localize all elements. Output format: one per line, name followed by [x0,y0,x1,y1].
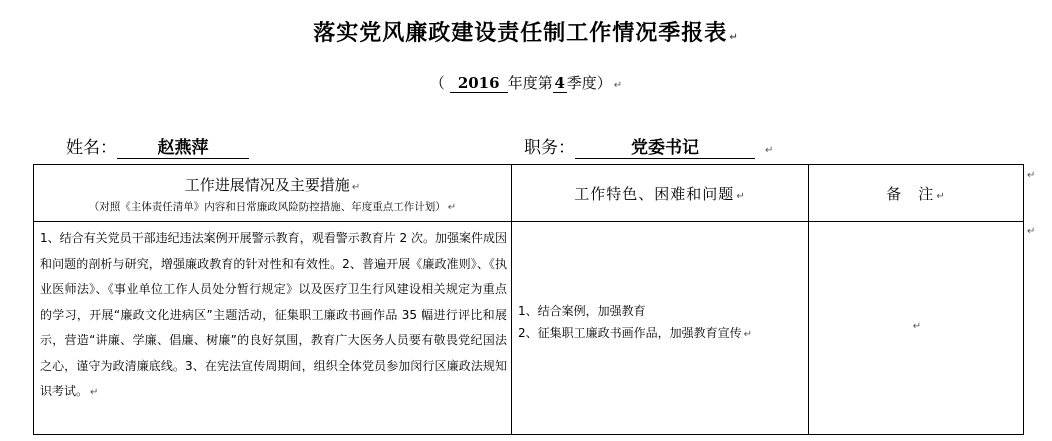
header-features-text: 工作特色、困难和问题 [574,184,735,203]
paragraph-mark-icon: ↵ [736,190,746,202]
header-progress-main-text: 工作进展情况及主要措施 [184,176,350,194]
features-problems-block [512,222,808,346]
cell-remarks [809,222,1024,435]
cell-progress-measures [34,222,512,435]
paragraph-mark-icon: ↵ [729,32,739,43]
period-open-paren: （ [429,74,445,92]
paragraph-mark-icon: ↵ [90,387,99,398]
report-title-text: 落实党风廉政建设责任制工作情况季报表 [313,21,728,46]
cell-features-problems [512,222,809,435]
header-features-problems [512,165,809,222]
table-header-row [34,165,1024,222]
paragraph-mark-icon: ↵ [613,80,623,91]
paragraph-mark-icon: ↵ [743,329,753,340]
header-progress-measures [34,165,512,222]
period-quarter-suffix: 季度） [566,74,612,92]
name-value: 赵燕萍 [117,138,249,159]
features-line-2 [518,322,804,346]
header-progress-sub-text: （对照《主体责任清单》内容和日常廉政风险防控措施、年度重点工作计划） [88,201,446,213]
header-remarks [809,165,1024,222]
paragraph-mark-icon: ↵ [936,190,946,202]
remarks-block [809,222,1023,333]
header-progress-main [34,174,511,195]
report-title [0,16,1052,47]
report-period [0,72,1052,93]
report-table [33,164,1024,435]
header-progress-sub [34,199,511,214]
name-field [66,133,249,159]
period-year-suffix: 年度第 [507,74,553,92]
position-field [524,133,773,159]
period-year: 2016 [450,74,508,93]
progress-measures-text: 1、结合有关党员干部违纪违法案例开展警示教育，观看警示教育片 2 次。加强案件成因和问题的剖析与研究，增强廉政教育的针对性和有效性。2、普遍开展《廉政准则》、《执业医师法》、《事业单位工作人员处分暂行规定》以及医疗卫生行风建设相关规定为重点的学习，开展“廉政文化进病区”主题活动，征集职工廉政书画作品 35 幅进行评比和展示，营造“讲廉、学廉、倡廉、树廉”的良好氛围，教育广大医务人员要有敬畏党纪国法之心，谨守为政清廉底线。3、在宪法宣传周期间，组织全体党员参加闵行区廉政法规知识考试。 [40,231,507,398]
features-line-1-text: 1、结合案例，加强教育 [518,304,646,318]
period-quarter: 4 [554,74,565,92]
header-remarks-text: 备 注 [886,184,935,203]
position-value: 党委书记 [575,138,755,159]
features-line-2-text: 2、征集职工廉政书画作品，加强教育宣传 [518,326,742,340]
paragraph-mark-icon: ↵ [912,321,922,332]
name-label: 姓名： [66,138,117,158]
paragraph-mark-icon: ↵ [447,202,457,213]
table-row [34,222,1024,435]
row-end-mark-icon: ↵ [1027,226,1036,237]
features-line-1 [518,300,804,322]
paragraph-mark-icon: ↵ [765,145,774,156]
row-end-mark-icon: ↵ [1027,170,1036,181]
position-label: 职务： [524,138,575,158]
paragraph-mark-icon: ↵ [351,182,361,193]
progress-measures-text-block [34,222,511,406]
